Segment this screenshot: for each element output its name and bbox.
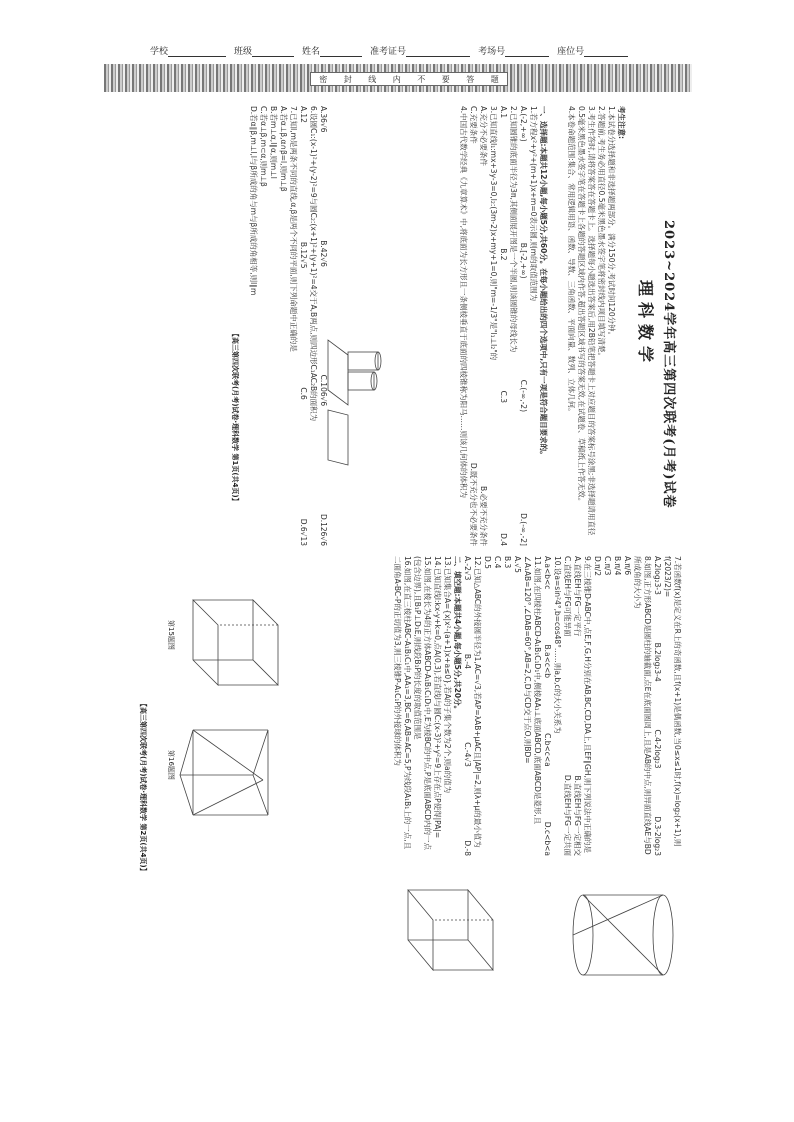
exam-title: 2023~2024学年高三第四次联考(月考)试卷 — [661, 220, 676, 509]
seat-field[interactable]: 座位号 — [557, 44, 628, 57]
figure-16-caption: 第16题图 — [167, 750, 175, 780]
cube-figure-15 — [178, 590, 288, 700]
name-field[interactable]: 姓名 — [302, 44, 362, 57]
room-field[interactable]: 考场号 — [478, 44, 549, 57]
figure-15-caption: 第15题图 — [167, 620, 175, 650]
prism-figure-16 — [178, 720, 288, 830]
exam-page-2 — [108, 550, 688, 1110]
section-1: 一、选择题:本题共12小题,每小题5分,共60分。在每小题给出的四个选项中,只有一项是符合题目要求的。 1.若方程x²+y²+(m+1)x+m=0表示圆,则m的取值范围为 A.(-2,+∞) B.[-2,+∞) C.(-∞,-2) D.(-∞,-2] 2.已知圆锥的底面半径为3π,其侧面展开图是一个半圆,则该圆锥的母线长为 A.1 B.2 C.3 D.4 3.已知直线l₁:mx+3y-3=0,l₂:(3m-2)x+my+1=0,则"m=-1/3"是"l₁⊥l₂"的 A.充分不必要条件 B.必要不充分条件 C.充要条件 D.既不充分也不必要条件 4.中国古代数学经典《九章算术》中,将底面为长方形且一条侧棱垂直于底面的四棱锥称为阳马……则该几何体的体积为 — [459, 106, 548, 546]
seal-line-notice: 密 封 线 内 不 要 答 题 — [310, 72, 508, 86]
page-2-footer: 【高三第四次联考(月考)试卷·理科数学 第2页(共4页)】 — [139, 700, 147, 875]
page-1-footer: 【高三第四次联考(月考)试卷·理科数学 第1页(共4页)】 — [231, 330, 239, 505]
class-field[interactable]: 班级 — [234, 44, 294, 57]
notice-block: 考生注意: 1.本试卷分选择题和非选择题两部分。满分150分,考试时间120分钟。 2.答题前,考生务必用直径0.5毫米黑色墨水签字笔将密封线内项目填写清楚。 3.考生作答时,请将答案答在答题卡上。选择题每小题选出答案后,用2B铅笔把答题卡上对应题目的答案标号涂黑;非选择题请用直径0.5毫米黑色墨水签字笔在答题卡上各题的答题区域内作答,超出答题区域书写的答案无效,在试题卷、草稿纸上作答无效。 4.本卷命题范围:集合、常用逻辑用语、函数、导数、三角函数、平面向量、数列、立体几何。 — [567, 106, 626, 536]
exam-subject: 理科数学 — [636, 280, 655, 369]
prism-figure-11 — [398, 880, 508, 990]
school-field[interactable]: 学校 — [150, 44, 226, 57]
three-view-figure — [318, 330, 388, 470]
student-info-header — [150, 44, 650, 57]
cylinder-figure — [568, 880, 678, 990]
page-2-col-1: 7.若函数f(x)是定义在R上的奇函数,且f(x+1)是偶函数,当0≤x≤1时,f(x)=log₂(x+1),则f(2023/2)= A.2log₂3-3 B.2log₂3-4 C.4-2log₂3 D.3-2log₂3 8.如图,正方形ABCD是圆柱的轴截面,点E在底面圆周上,且是AB的中点,则异面直线AE与BD所成角的大小为 A.π/6 B.π/4 C.π/3 D.π/2 9.在三棱锥D-ABC中,点E,F,G,H分别在AB,BC,CD,DA上,且EF∥GH,则下列说法中正确的是 A.直线EH与FG一定平行 B.直线EH与FG一定相交 C.直线EH与FG可能异面 D.直线EH与FG一定共面 10.设a=sin²4°,b=cos48°……则a,b,c的大小关系为 A.a<b<c B.a<c<b C.b<c<a D.c<b<a 11.如图,在四棱柱ABCD-A₁B₁C₁D₁中,侧棱AA₁⊥底面ABCD,底面ABCD是菱形,且∠A₁AB=120°,∠DAB=60°,AB=2,C,D与CD交于点O,则BD= A.√5 B.3 C.4 D.5 12.已知△ABC的外接圆半径为1,AC=√3,若AP=λAB+μAC且|AP|=2,则λ+μ的最小值为 A.-2√3 B.-4 C.-4√3 D.-8 二、填空题:本题共4小题,每小题5分,共20分。 13.已知集合A={x|x²-(a+1)x+a≤0},若A的子集个数为2个,则a的值为 14.已知直线l:kx-y+k=0,点A(0,3),若直线l与圆C:(x-3)²+y²=9上存在点P使得|PA|= 15.如图,在棱长为4的正方体ABCD-A₁B₁C₁D₁中,E为棱BC的中点,P是底面ABCD内的一点(包含边界),且B₁P⊥D₁E,则线段B₁P的长度的取值范围是 16.如图,在直三棱柱ABC-A₁B₁C₁中,AA₁=3,BC=6,AB=AC=5,P为线段A₁B₁上的一点,且二面角A-BC-P的正切值为3,则三棱锥P-A₁C₁P的外接球的体积为 — [393, 556, 682, 856]
exam-page-1: 2023~2024学年高三第四次联考(月考)试卷 理科数学 考生注意: 1.本试卷分选择题和非选择题两部分。满分150分,考试时间120分钟。 2.答题前,考生务必用直径0.5毫米黑色墨水签字笔将密封线内项目填写清楚。 3.考生作答时,请将答案答在答题卡上。选择题每小题选出答案后,用2B铅笔把答题卡上对应题目的答案标号涂黑;非选择题请用直径0.5毫米黑色墨水签字笔在答题卡上各题的答题区域内作答,超出答题区域书写的答案无效,在试题卷、草稿纸上作答无效。 4.本卷命题范围:集合、常用逻辑用语、函数、导数、三角函数、平面向量、数列、立体几何。 一、选择题:本题共12小题,每小题5分,共60分。在每小题给出的四个选项中,只有一项是符合题目要求的。 1.若方程x²+y²+(m+1)x+m=0表示圆,则m的取值范围为 A.(-2,+∞) B.[-2,+∞) C.(-∞,-2) D.(-∞,-2] 2.已知圆锥的底面半径为3π,其侧面展开图是一个半圆,则该圆锥的母线长为 A.1 B.2 C.3 D.4 3.已知直线l₁:mx+3y-3=0,l₂:(3m-2)x+my+1=0,则"m=-1/3"是"l₁⊥l₂"的 A.充分不必要条件 B.必要不充分条件 C.充要条件 D.既不充分也不必要条件 4.中国古代数学经典《九章算术》中,将底面为长方形且一条侧棱垂直于底面的四棱锥称为阳马……则该几何体的体积为 A.36√6 B.42√6 C.106√6 D.126√6 6.设圆C₁:(x-1)²+(y-2)²=9与圆C₂:(x+1)²+(y+1)²=4交于A,B两点,则四边形C₁AC₂B的面积为 A.12 B.12√5 C.6 D.6√13 7.已知l,m是两条不同的直线,α,β是两个不同的平面,则下列命题中正确的是 A.若α⊥β,α∩β=l,则m⊥β B.若m⊥α,l∥α,则m⊥l C.若α⊥β,m⊂α,则m⊥β D.若α∥β,m⊥l,l与β所成的角与m与β所成的角相等,则l∥m 【高三第四次联考(月考)试卷·理科数学 第1页(共4页)】 — [108, 100, 688, 560]
exam-id-field[interactable]: 准考证号 — [370, 44, 470, 57]
